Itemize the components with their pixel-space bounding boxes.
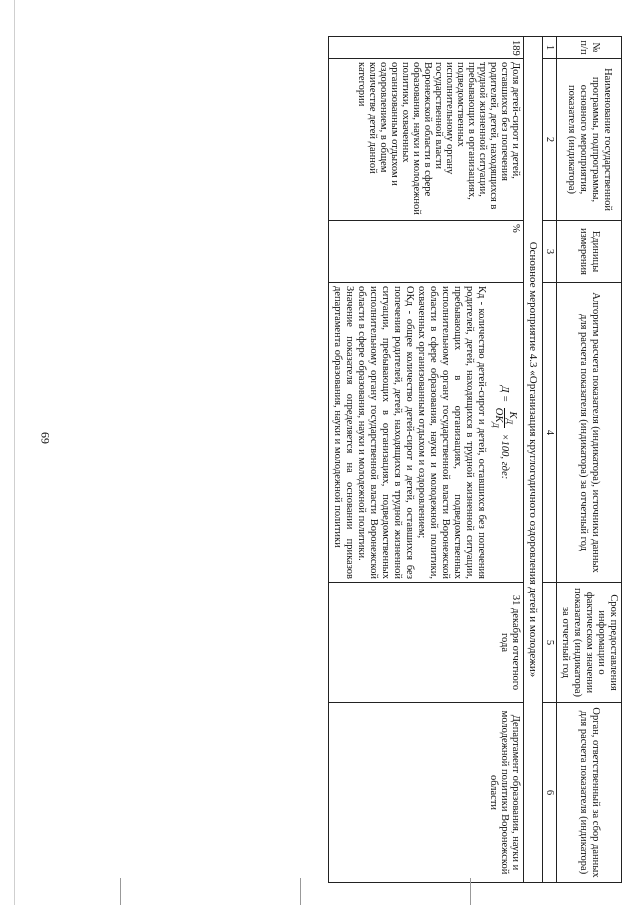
column-number: 6: [542, 703, 556, 883]
organ-cell: Департамент образования, науки и молодежной политики Воронежской области: [328, 703, 523, 883]
algorithm-cell: [328, 283, 523, 583]
header-num: № п/п: [556, 37, 621, 59]
formula: [487, 286, 520, 579]
page-edge-line: [14, 0, 15, 905]
column-number: 5: [542, 583, 556, 703]
indicator-name: Доля детей-сирот и детей, оставшихся без попечения родителей, детей, находящихся в трудной жизненной ситуации, пребывающих в организациях, подведомственных исполнительному органу государственной власти Воронежской области в сфере образования, науки и молодежной политики, охваченных организованным отдыхом и оздоровлением, в общем количестве детей данной категории: [328, 59, 523, 221]
algorithm-source: Значение показателя определяется на основании приказов департамента образования, науки и молодежной политики: [331, 286, 355, 579]
fraction-denominator: $ОК_Д$: [490, 407, 504, 428]
header-algorithm: Алгоритм расчета показателя (индикатора), источники данных для расчета показателя (индикатора) за отчетный год: [556, 283, 621, 583]
column-number: 4: [542, 283, 556, 583]
column-number: 2: [542, 59, 556, 221]
indicator-table: [328, 36, 622, 883]
formula-lhs: Д =: [498, 385, 510, 403]
formula-fraction: [490, 408, 517, 428]
header-name: Наименование государственной программы, подпрограммы, основного мероприятия, показателя (индикатора): [556, 59, 621, 221]
unit-cell: %: [328, 221, 523, 283]
row-number: 189: [328, 37, 523, 59]
scan-edge-marks: [0, 878, 640, 905]
column-number: 1: [542, 37, 556, 59]
algorithm-definition-okd: ОКд - общее количество детей-сирот и детей, оставшихся без попечения родителей, детей, находящихся в трудной жизненной ситуации, пребывающих в организациях, подведомственных исполнительному органу государственной власти Воронежской области в сфере образования, науки и молодежной политики.: [355, 286, 415, 579]
section-row: [523, 37, 542, 883]
rotated-table-wrapper: [62, 36, 622, 881]
column-number-row: [542, 37, 556, 883]
algorithm-definition-kd: Кд - количество детей-сирот и детей, оставшихся без попечения родителей, детей, находящихся в трудной жизненной ситуации, пребывающих в организациях, подведомственных исполнительному органу государственной власти Воронежской области в сфере образования, науки и молодежной политики, охваченных организованным отдыхом и оздоровлением;: [416, 286, 488, 579]
header-unit: Единицы измерения: [556, 221, 621, 283]
deadline-cell: 31 декабря отчетного года: [328, 583, 523, 703]
formula-tail: ×100, где:: [498, 433, 510, 480]
header-deadline: Срок предоставления информации о фактическом значении показателя (индикатора) за отчетный год: [556, 583, 621, 703]
fraction-numerator: $К_Д$: [504, 408, 518, 428]
column-number: 3: [542, 221, 556, 283]
header-organ: Орган, ответственный за сбор данных для расчета показателя (индикатора): [556, 703, 621, 883]
page-number: 69: [38, 432, 52, 444]
table-row: [328, 37, 523, 883]
table-header-row: [556, 37, 621, 883]
section-title: Основное мероприятие 4.3 «Организация круглогодичного оздоровления детей и молодежи»: [523, 37, 542, 883]
